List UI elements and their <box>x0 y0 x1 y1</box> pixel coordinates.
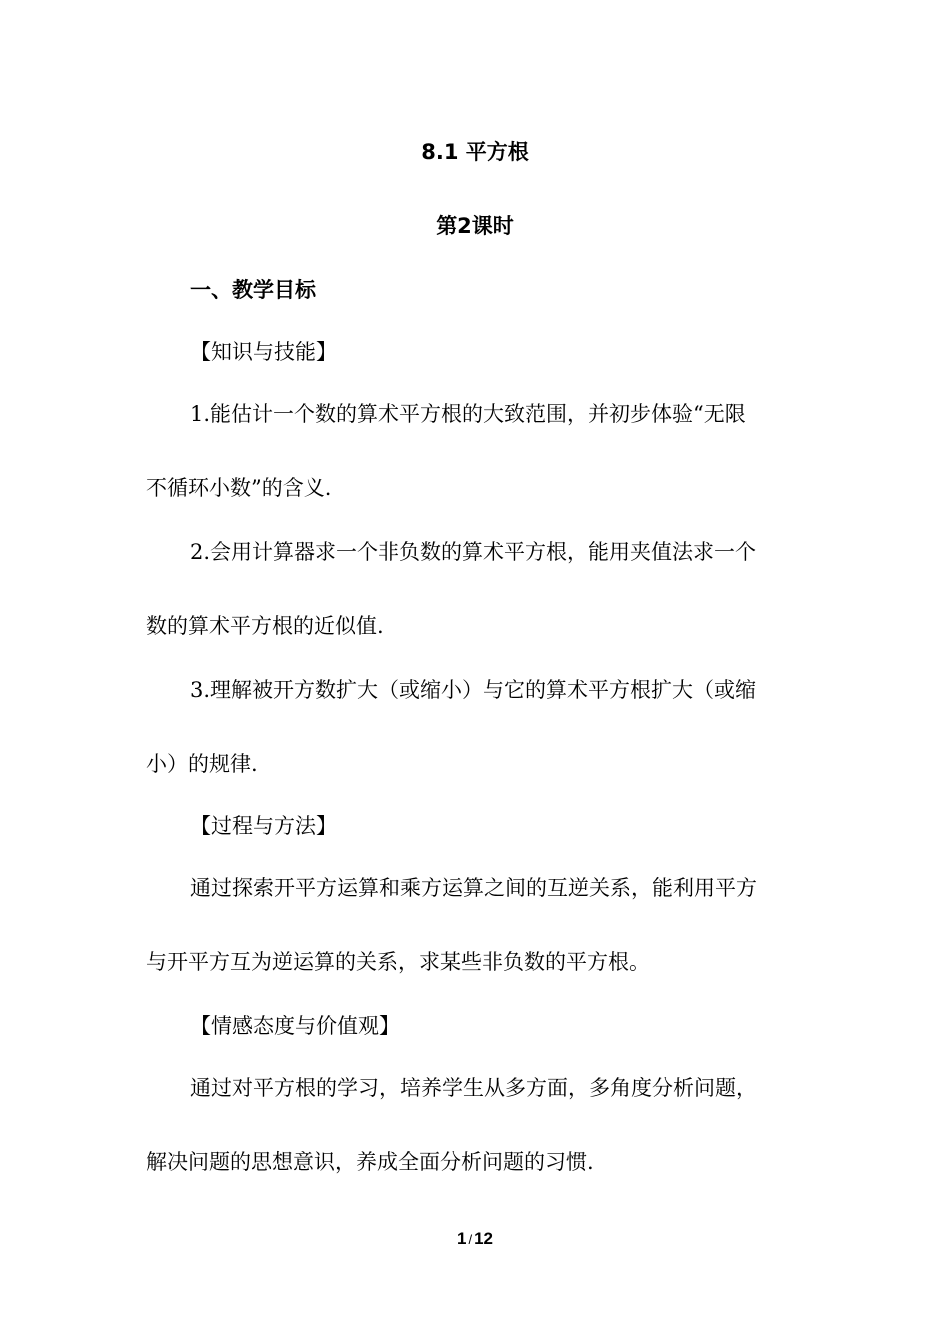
paragraph-line: 2.会用计算器求一个非负数的算术平方根，能用夹值法求一个 <box>190 540 757 564</box>
paragraph-continuation: 小）的规律. <box>146 752 258 776</box>
page-number <box>0 1228 950 1251</box>
current-page: 1 <box>456 1229 467 1248</box>
document-title: 8.1 平方根 <box>421 140 529 164</box>
section-heading: 一、教学目标 <box>190 278 316 302</box>
lesson-subtitle: 第2课时 <box>436 214 514 238</box>
paragraph-line: 1.能估计一个数的算术平方根的大致范围，并初步体验“无限 <box>190 402 746 426</box>
page-separator: / <box>468 1232 473 1247</box>
paragraph-continuation: 与开平方互为逆运算的关系，求某些非负数的平方根。 <box>146 950 650 974</box>
subsection-heading-knowledge-skills: 【知识与技能】 <box>190 340 337 364</box>
paragraph-continuation: 数的算术平方根的近似值. <box>146 614 384 638</box>
subsection-heading-process-methods: 【过程与方法】 <box>190 814 337 838</box>
total-pages: 12 <box>474 1229 493 1248</box>
paragraph-continuation: 解决问题的思想意识，养成全面分析问题的习惯. <box>146 1150 594 1174</box>
paragraph-line: 通过探索开平方运算和乘方运算之间的互逆关系，能利用平方 <box>190 876 757 900</box>
paragraph-continuation: 不循环小数”的含义. <box>146 476 332 500</box>
paragraph-line: 3.理解被开方数扩大（或缩小）与它的算术平方根扩大（或缩 <box>190 678 757 702</box>
paragraph-line: 通过对平方根的学习，培养学生从多方面，多角度分析问题， <box>190 1076 757 1100</box>
subsection-heading-attitudes-values: 【情感态度与价值观】 <box>190 1014 400 1038</box>
